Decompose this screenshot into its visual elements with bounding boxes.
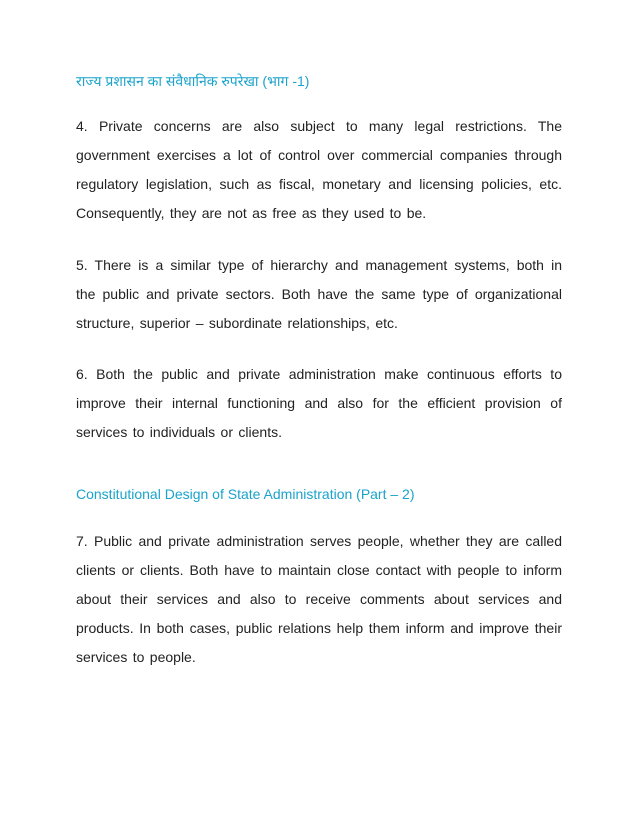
paragraph-point-5: 5. There is a similar type of hierarchy and management systems, both in the public and private sectors. Both have the same type of organizational structure, superior – subordinate relationships, etc. — [76, 257, 562, 331]
paragraph-point-6: 6. Both the public and private administration make continuous efforts to improve their internal functioning and also for the efficient provision of services to individuals or clients. — [76, 366, 562, 440]
section-heading-english: Constitutional Design of State Administration (Part – 2) — [76, 486, 415, 502]
paragraph-point-7: 7. Public and private administration serves people, whether they are called clients or clients. Both have to maintain close contact with people to inform about their services and also to receive comments about services and products. In both cases, public relations help them inform and improve their services to people. — [76, 533, 562, 665]
paragraph-point-4: 4. Private concerns are also subject to many legal restrictions. The government exercises a lot of control over commercial companies through regulatory legislation, such as fiscal, monetary and licensing policies, etc. Consequently, they are not as free as they used to be. — [76, 118, 562, 221]
section-heading-hindi: राज्य प्रशासन का संवैधानिक रुपरेखा (भाग -1) — [76, 73, 310, 89]
